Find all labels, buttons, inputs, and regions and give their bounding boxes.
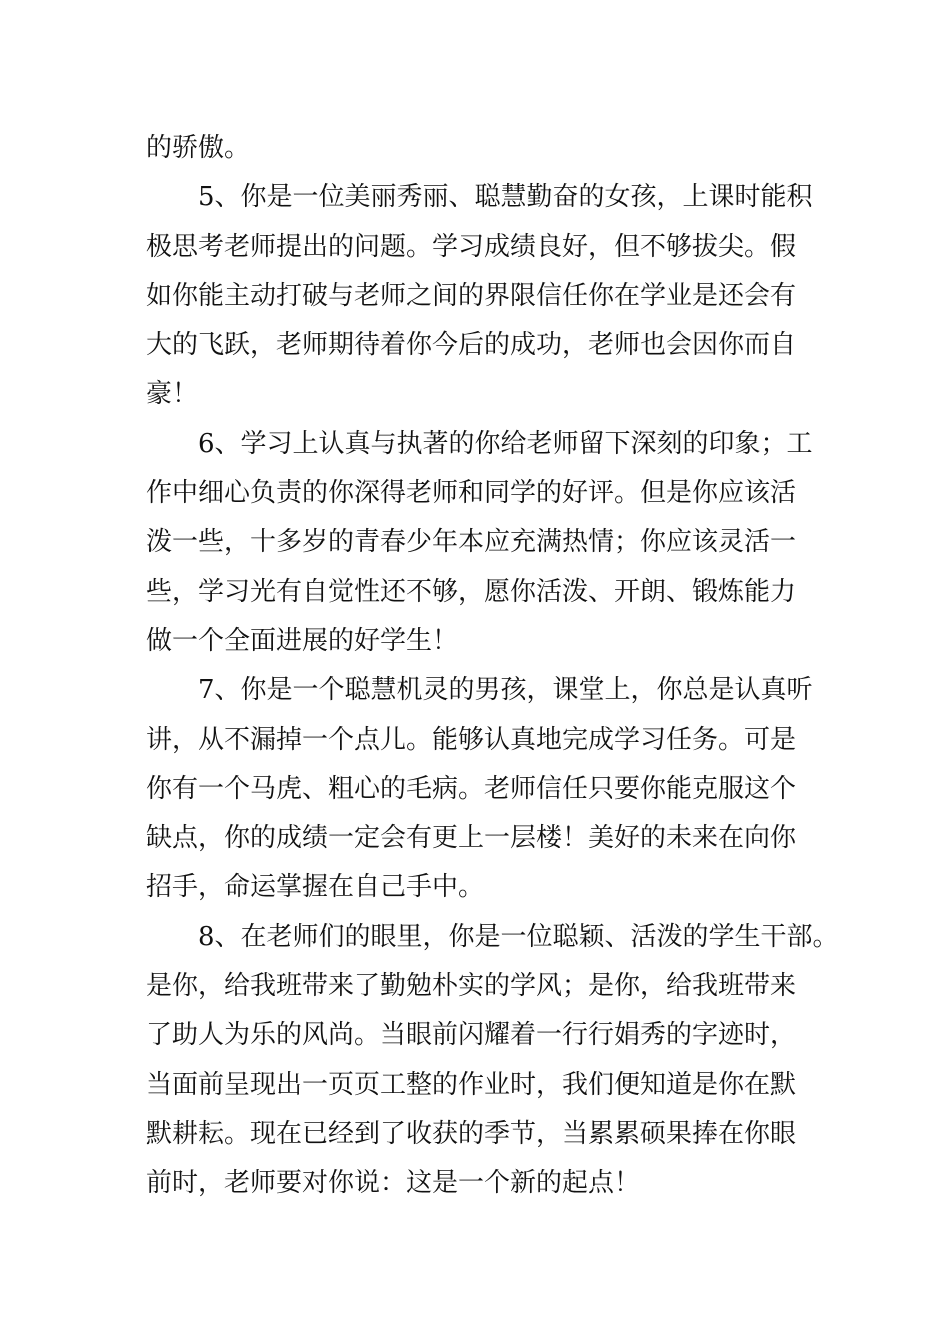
text-line: 招手，命运掌握在自己手中。 [146,872,485,903]
text-line: 了助人为乐的风尚。当眼前闪耀着一行行娟秀的字迹时， [146,1020,797,1051]
text-line: 如你能主动打破与老师之间的界限信任你在学业是还会有 [146,280,797,311]
text-line: 8、在老师们的眼里，你是一位聪颖、活泼的学生干部。 [198,921,839,952]
text-line: 些，学习光有自觉性还不够，愿你活泼、开朗、锻炼能力 [146,576,797,607]
text-line: 做一个全面进展的好学生！ [146,625,459,656]
text-line: 你有一个马虎、粗心的毛病。老师信任只要你能克服这个 [146,773,797,804]
text-line: 豪！ [146,379,199,410]
text-line: 默耕耘。现在已经到了收获的季节，当累累硕果捧在你眼 [146,1118,797,1149]
text-line: 6、学习上认真与执著的你给老师留下深刻的印象；工 [198,428,813,459]
text-line: 前时，老师要对你说：这是一个新的起点！ [146,1168,641,1199]
text-line: 5、你是一位美丽秀丽、聪慧勤奋的女孩，上课时能积 [198,182,813,213]
text-line: 是你，给我班带来了勤勉朴实的学风；是你，给我班带来 [146,971,797,1002]
text-line: 作中细心负责的你深得老师和同学的好评。但是你应该活 [146,478,797,509]
text-line: 7、你是一个聪慧机灵的男孩，课堂上，你总是认真听 [198,675,813,706]
text-line: 缺点，你的成绩一定会有更上一层楼！美好的未来在向你 [146,823,797,854]
text-line: 极思考老师提出的问题。学习成绩良好，但不够拔尖。假 [146,231,797,262]
text-line: 讲，从不漏掉一个点儿。能够认真地完成学习任务。可是 [146,724,797,755]
text-line: 当面前呈现出一页页工整的作业时，我们便知道是你在默 [146,1069,797,1100]
text-line: 泼一些，十多岁的青春少年本应充满热情；你应该灵活一 [146,527,797,558]
text-line: 的骄傲。 [146,133,251,163]
text-line: 大的飞跃，老师期待着你今后的成功，老师也会因你而自 [146,330,797,361]
body-text [146,124,866,1209]
